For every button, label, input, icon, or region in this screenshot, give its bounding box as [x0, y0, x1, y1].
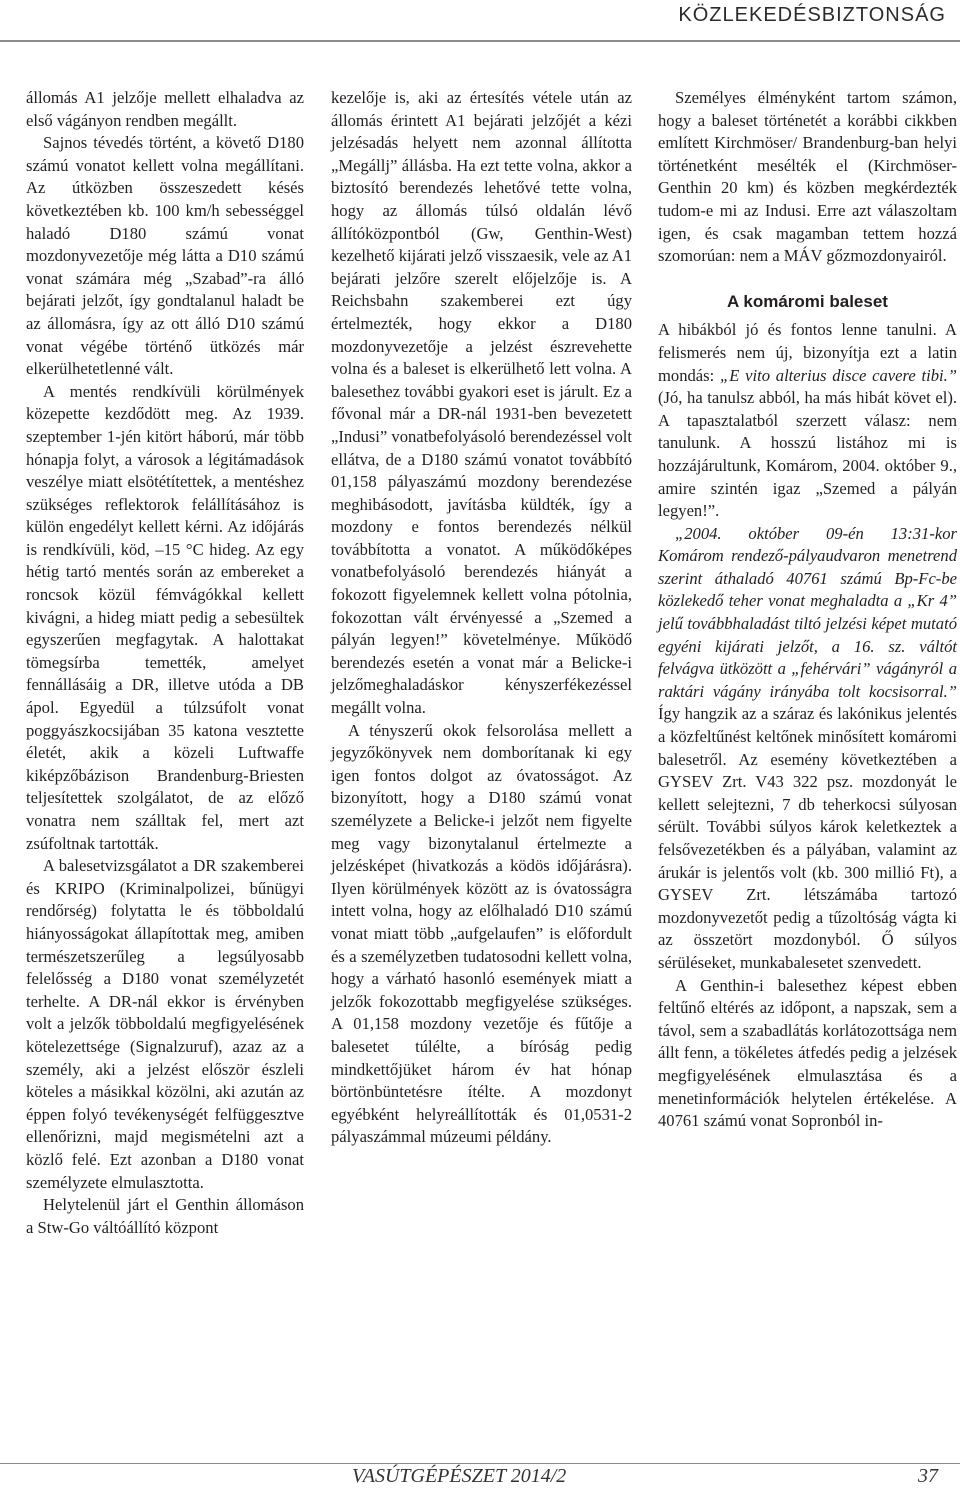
- text-column-2: [331, 87, 632, 1149]
- paragraph: Személyes élményként tartom számon, hogy a baleset történetét a korábbi cikkben említett Kirchmöser/ Brandenburg-ban helyi történetként mesélték el (Kirchmöser-Genthin 20 km) és közben megkérdezték tudom-e mi az Indusi. Erre azt válaszoltam igen, és csak magamban tettem hozzá szomorúan: nem a MÁV gőzmozdonyairól.: [658, 88, 957, 266]
- paragraph: A balesetvizsgálatot a DR szakemberei és KRIPO (Kriminalpolizei, bűnügyi rendőrség) folytatta le és többoldalú hiányosságokat állapítottak meg, amiben természetszerűleg a legsúlyosabb felelősség a D180 vonat személyzetét terhelte. A DR-nál ekkor is érvényben volt a jelzők többoldalú megfigyelésének kötelezettsége (Signalzuruf), azaz az a személy, aki a jelzést először észleli köteles a másikkal közölni, aki azután az éppen folyó tevékenységét felfüggesztve ellenőrizni, majd megismételni azt a közlő felé. Ezt azonban a D180 vonat személyzete elmulasztotta.: [26, 856, 304, 1192]
- paragraph: A mentés rendkívüli körülmények közepette kezdődött meg. Az 1939. szeptember 1-jén kitört háború, már több hónapja folyt, a városok a légitámadások veszélye miatt elsötétítettek, a mentéshez szükséges reflektorok felállításához is külön engedélyt kellett kérni. Az időjárás is rendkívüli, köd, –15 °C hideg. Az egy hétig tartó mentés során az embereket a roncsok közül fémvágókkal kellett kivágni, a hideg miatt pedig a sebesültek egyszerűen megfagytak. A halottakat tömegsírba temették, amelyet fennállásáig a DR, illetve utóda a DB ápol. Egyedül a túlzsúfolt vonat poggyászkocsijában 35 katona vesztette életét, akik a közeli Luftwaffe kiképzőbázison Brandenburg-Briesten teljesítettek szolgálatot, de az előző vonatra nem szálltak fel, mert azt zsúfoltnak tartották.: [26, 381, 304, 853]
- paragraph: Helytelenül járt el Genthin állomáson a Stw-Go váltóállító központ: [26, 1195, 304, 1237]
- paragraph: [658, 319, 957, 522]
- paragraph: Sajnos tévedés történt, a követő D180 számú vonatot kellett volna megállítani. Az útközben összeszedett késés következtében kb. 100 km/h sebességgel haladó D180 számú vonat mozdonyvezetője még látta a D10 számú vonat számára még „Szabad”-ra álló bejárati jelzőt, így gondtalanul haladt be az állomásra, így az ott álló D10 számú vonat végébe történő ütközés már elkerülhetetlenné vált.: [26, 133, 304, 379]
- paragraph-text: (Jó, ha tanulsz abból, ha más hibát követ el). A tapasztalatból szerzett válasz: nem tanulunk. A hosszú listához mi is hozzájárultunk, Komárom, 2004. október 9., amire szintén igaz „Szemed a pályán legyen!”.: [658, 388, 957, 521]
- section-title: KÖZLEKEDÉSBIZTONSÁG: [678, 4, 946, 26]
- footer-magazine: VASÚTGÉPÉSZET 2014/2: [352, 1465, 567, 1487]
- text-column-3: [658, 87, 957, 1133]
- paragraph: [658, 523, 957, 975]
- text-column-1: [26, 87, 304, 1239]
- paragraph: kezelője is, aki az értesítés vétele után az állomás érintett A1 bejárati jelzőjét a kézi jelzésadás helyett nem azonnal állította „Megállj” állásba. Ha ezt tette volna, akkor a biztosító berendezés lehetővé tette volna, hogy az állomás túlsó oldalán lévő állítóközpontból (Gw, Genthin-West) kezelhető kijárati jelző visszaesik, vele az A1 bejárati jelzőre szerelt előjelzője is. A Reichsbahn szakemberei ezt úgy értelmezték, hogy ekkor a D180 mozdonyvezetője a jelzést észrevehette volna és a baleset is elkerülhető lett volna. A balesethez további gyakori eset is járult. Ez a fővonal már a DR-nál 1931-ben bevezetett „Indusi” vonatbefolyásoló berendezéssel volt ellátva, de a D180 számú vonatot továbbító 01,158 pályaszámú mozdony berendezése meghibásodott, javításba küldték, így a mozdony e fontos berendezés nélkül továbbította a vonatot. A működőképes vonatbefolyásoló berendezés hiányát a fokozott figyelemnek kellett volna pótolnia, fokozottan vált érvényessé a „Szemed a pályán legyen!” követelménye. Működő berendezés esetén a vonat már a Belicke-i jelzőmeghaladáskor kényszerfékezéssel megállt volna.: [331, 88, 632, 718]
- paragraph: A Genthin-i balesethez képest ebben feltűnő eltérés az időpont, a napszak, sem a távol, sem a szabadlátás korlátozottsága nem állt fenn, a tökéletes átfedés pedig a jelzések megfigyelésének elmulasztása és a menetinformációk helytelen értékelése. A 40761 számú vonat Sopronból in-: [658, 975, 957, 1131]
- paragraph: állomás A1 jelzője mellett elhaladva az első vágányon rendben megállt.: [26, 88, 304, 130]
- page-number: 37: [918, 1465, 938, 1487]
- latin-quote: „E vito alterius disce cavere tibi.”: [720, 365, 957, 385]
- paragraph: A tényszerű okok felsorolása mellett a jegyzőkönyvek nem domborítanak ki egy igen fontos dolgot az óvatosságot. Az bizonyított, hogy a D180 számú vonat személyzete a Belicke-i jelzőt nem figyelte meg vagy bizonytalanul értelmezte a jelzésképet (hivatkozás a ködös időjárásra). Ilyen körülmények között az is óvatosságra intett volna, hogy az előlhaladó D10 számú vonat miatt több „aufgelaufen” is előfordult és a személyzetben tudatosodni kellett volna, hogy a várható hasonló események miatt a jelzők fokozottabb megfigyelése szükséges. A 01,158 mozdony vezetője és fűtője a balesetet túlélte, a bíróság pedig mindkettőjüket három év hat hónap börtönbüntetésre ítélte. A mozdonyt egyébként helyreállították és 01,0531-2 pályaszámmal múzeumi példány.: [331, 720, 632, 1147]
- footer-rule: [0, 1463, 960, 1464]
- quoted-report: „2004. október 09-én 13:31-kor Komárom rendező-pályaudvaron menetrend szerint áthaladó 40761 számú Bp-Fc-be közlekedő teher vonat meghaladta a „Kr 4” jelű továbbhaladást tiltó jelzési képet mutató egyéni kijárati jelzőt, a 16. sz. váltót felvágva ütközött a „fehérvári” vágányról a raktári vágány irányába tolt kocsisorral.”: [658, 523, 957, 701]
- header-rule: [0, 40, 960, 42]
- paragraph-text: A hibákból jó és fontos lenne tanulni. A felismerés nem új, bizonyítja ezt a latin mondás:: [658, 320, 957, 385]
- paragraph-text: Így hangzik az a száraz és lakónikus jelentés a közfeltűnést keltőnek minősített komáromi balesetről. Az esemény következtében a GYSEV Zrt. V43 322 psz. mozdonyát le kellett selejtezni, 7 db teherkocsi súlyosan sérült. További súlyos károk keletkeztek a felsővezetékben és a pályában, valamint az árukár is jelentős volt (kb. 300 millió Ft), a GYSEV Zrt. létszámába tartozó mozdonyvezetőt pedig a tűzoltóság vágta ki az összetört mozdonyból. Ő súlyos sérüléseket, munkabalesetet szenvedett.: [658, 704, 957, 972]
- section-heading: A komáromi baleset: [727, 291, 888, 311]
- page-header: [0, 0, 960, 44]
